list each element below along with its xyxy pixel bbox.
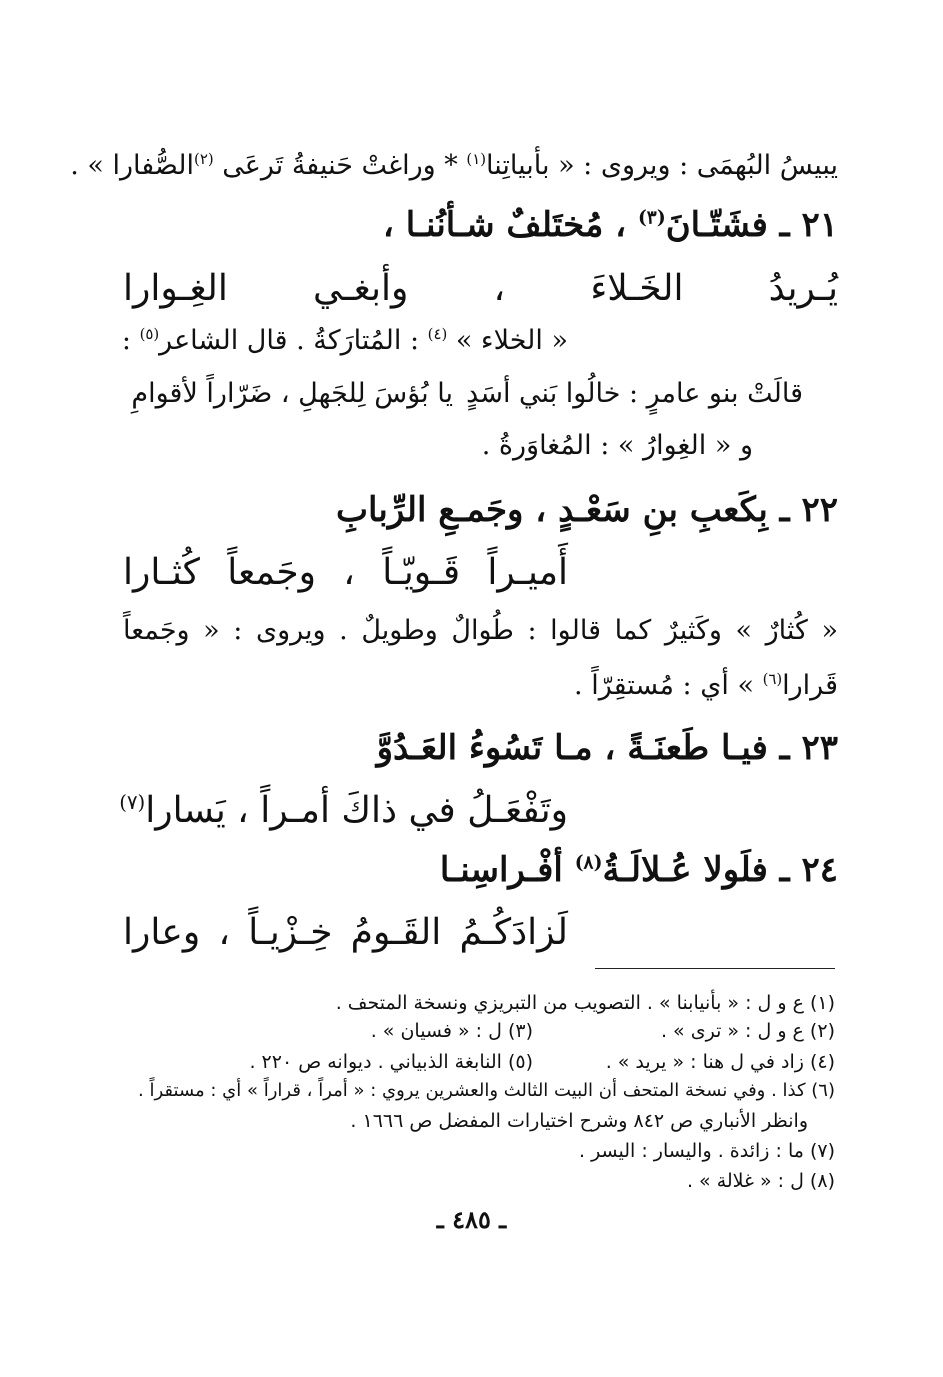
verse-text: ٢٢ ـ بِكَعبِ بنِ سَعْـدٍ ، وجَمـعِ الرِّبابِ <box>336 490 838 530</box>
commentary-text: : <box>121 325 131 356</box>
footnote-ref: (٥) <box>139 325 160 343</box>
footnote-ref: (٤) <box>427 325 448 343</box>
commentary-line <box>123 615 838 646</box>
commentary-text: * وراغتْ حَنيفةُ تَرعَى <box>222 150 458 181</box>
footnote-ref: (٨) <box>574 851 603 874</box>
commentary-text: قَرارا <box>782 670 838 701</box>
footnote-4: (٤) زاد في ل هنا : « يريد » . <box>605 1051 835 1073</box>
footnote-1: (١) ع و ل : « بأنيابنا » . التصويب من التبريزي ونسخة المتحف . <box>335 992 835 1014</box>
commentary-line <box>574 670 838 701</box>
poem-text: قالَتْ بنو عامرٍ : خالُوا بَني أسَدٍ <box>466 378 803 409</box>
footnote-3: (٣) ل : « فسيان » . <box>370 1020 533 1042</box>
verse-text: وتَفْعَـلُ في ذاكَ أمـراً ، يَسارا <box>145 790 568 831</box>
footnote-8: (٨) ل : « غلالة » . <box>686 1170 835 1192</box>
verse-23-second-hemistich <box>119 790 568 831</box>
footnote-6-continued: وانظر الأنباري ص ٨٤٢ وشرح اختيارات المفضل ص ١٦٦٦ . <box>350 1110 808 1132</box>
commentary-text: الصُّفارا » . <box>70 150 195 181</box>
verse-text: ٢١ ـ فشَتّـانَ <box>665 205 838 245</box>
commentary-line <box>122 325 568 356</box>
footnote-ref: (٢) <box>194 150 214 168</box>
footnote-5: (٥) النابغة الذبياني . ديوانه ص ٢٢٠ . <box>249 1051 533 1073</box>
commentary-text: » أي : مُستقِرّاً . <box>574 670 754 701</box>
footnote-6: (٦) كذا . وفي نسخة المتحف أن البيت الثالث والعشرين يروي : « أمراً ، قراراً » أي : مستقراً . <box>138 1080 835 1101</box>
poem-text: يا بُؤسَ لِلجَهلِ ، ضَرّاراً لأقوامِ <box>131 378 453 409</box>
footnote-7: (٧) ما : زائدة . واليسار : اليسر . <box>578 1140 835 1162</box>
verse-text: ٢٣ ـ فيـا طَعنَـةً ، مـا تَسُوءُ العَـدُوَّ <box>376 728 838 768</box>
commentary-line <box>70 150 838 181</box>
verse-23-first-hemistich <box>377 728 838 768</box>
footnote-ref: (٦) <box>762 670 783 688</box>
verse-24-second-hemistich <box>123 912 568 953</box>
footnote-separator <box>595 968 835 969</box>
verse-21-first-hemistich <box>383 205 838 245</box>
commentary-line <box>482 430 753 461</box>
commentary-text: و « الغِوارُ » : المُغاوَرةُ . <box>481 430 753 461</box>
footnote-2: (٢) ع و ل : « ترى » . <box>660 1020 835 1042</box>
verse-text: ٢٤ ـ فلَولا عُـلالَـةُ <box>602 850 838 890</box>
quoted-poem-second-hemistich <box>131 378 453 409</box>
commentary-text: « كُثارٌ » وكَثيرٌ كما قالوا : طُوالٌ وطويلٌ . ويروى : « وجَمعاً <box>123 615 838 646</box>
commentary-text: « الخلاء » <box>455 325 568 356</box>
commentary-text: يبيسُ البُهمَى : ويروى : « بأبياتِنا <box>485 150 838 181</box>
verse-22-first-hemistich <box>336 490 838 530</box>
verse-text: لَزادَكُـمُ القَـومُ خِـزْيـاً ، وعارا <box>123 912 568 953</box>
verse-text: أفْـراسِنـا <box>439 850 563 890</box>
verse-22-second-hemistich <box>123 552 568 593</box>
quoted-poem-first-hemistich <box>466 378 803 409</box>
verse-24-first-hemistich <box>440 850 838 890</box>
verse-text: ، مُختَلفٌ شـأنُنـا ، <box>382 205 627 245</box>
verse-text: أَميـراً قَـويّـاً ، وجَمعاً كُثـارا <box>123 552 568 593</box>
commentary-text: : المُتارَكةُ . قال الشاعر <box>159 325 420 356</box>
footnote-ref: (٣) <box>637 206 666 229</box>
verse-21-second-hemistich <box>123 268 838 309</box>
page-number: ـ ٤٨٥ ـ <box>436 1205 507 1234</box>
verse-text: يُـريدُ الخَـلاءَ ، وأبغـي الغِـوارا <box>123 268 838 309</box>
footnote-ref: (٧) <box>119 791 146 814</box>
footnote-ref: (١) <box>466 150 486 168</box>
